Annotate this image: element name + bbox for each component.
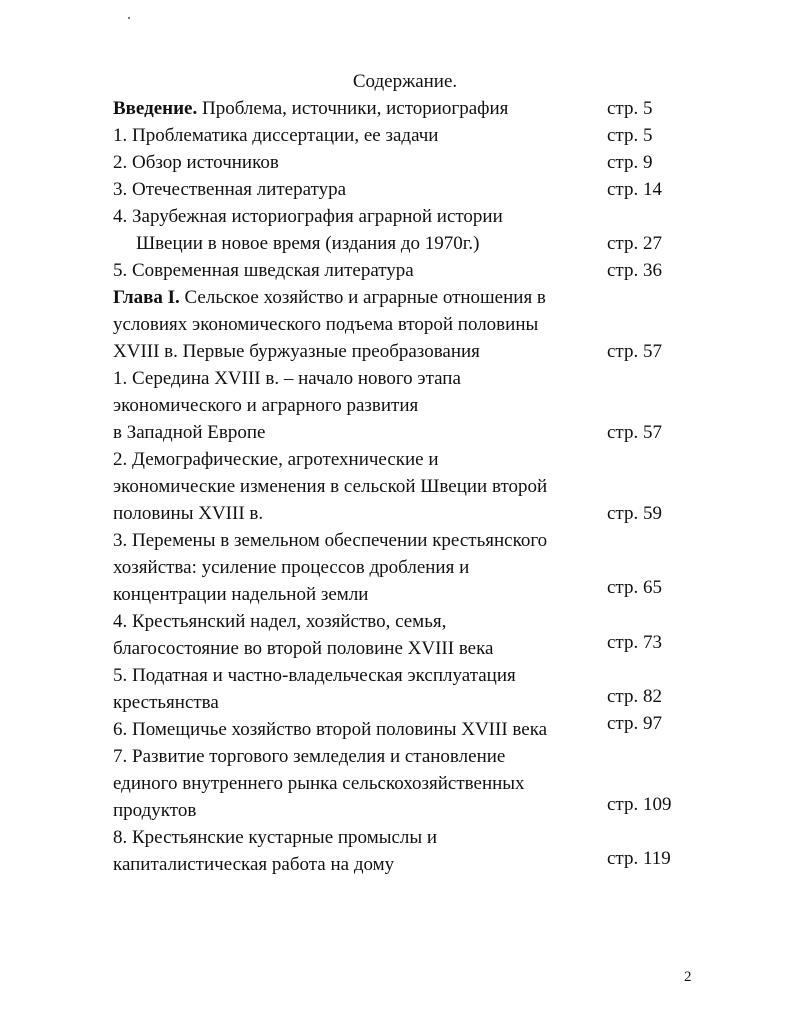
toc-ch1-4-page: стр. 73 bbox=[607, 632, 662, 653]
toc-ch1-3-page: стр. 65 bbox=[607, 577, 662, 598]
toc-item-5-page: стр. 36 bbox=[607, 260, 662, 281]
toc-intro-label: Введение. bbox=[113, 98, 198, 119]
toc-ch1-4-line1: 4. Крестьянский надел, хозяйство, семья, bbox=[113, 611, 447, 632]
toc-chapter-1-line3: XVIII в. Первые буржуазные преобразования bbox=[113, 341, 480, 362]
toc-ch1-4-line2: благосостояние во второй половине XVIII века bbox=[113, 638, 494, 659]
toc-item-4-line2: Швеции в новое время (издания до 1970г.) bbox=[136, 233, 480, 254]
toc-item-2: 2. Обзор источников bbox=[113, 152, 279, 173]
toc-ch1-8-line1: 8. Крестьянские кустарные промыслы и bbox=[113, 827, 438, 848]
toc-item-3-page: стр. 14 bbox=[607, 179, 662, 200]
toc-ch1-2-line1: 2. Демографические, агротехнические и bbox=[113, 449, 439, 470]
toc-intro-text: Проблема, источники, историография bbox=[197, 98, 509, 119]
toc-ch1-6-page: стр. 97 bbox=[607, 713, 662, 734]
toc-ch1-1-line1: 1. Середина XVIII в. – начало нового этапа bbox=[113, 368, 461, 389]
toc-chapter-1-text: Сельское хозяйство и аграрные отношения в bbox=[179, 287, 546, 308]
toc-chapter-1-line1 bbox=[113, 284, 546, 311]
toc-item-1-page: стр. 5 bbox=[607, 125, 653, 146]
toc-ch1-3-line3: концентрации надельной земли bbox=[113, 584, 369, 605]
toc-ch1-7-line2: единого внутреннего рынка сельскохозяйственных bbox=[113, 773, 525, 794]
toc-chapter-1-line2: условиях экономического подъема второй половины bbox=[113, 314, 539, 335]
page-number: 2 bbox=[684, 969, 692, 985]
toc-ch1-2-page: стр. 59 bbox=[607, 503, 662, 524]
toc-ch1-7-line1: 7. Развитие торгового земледелия и становление bbox=[113, 746, 506, 767]
toc-chapter-1-page: стр. 57 bbox=[607, 341, 662, 362]
toc-item-1: 1. Проблематика диссертации, ее задачи bbox=[113, 125, 439, 146]
toc-ch1-1-page: стр. 57 bbox=[607, 422, 662, 443]
toc-intro-page: стр. 5 bbox=[607, 98, 653, 119]
scan-speck bbox=[128, 17, 130, 19]
toc-ch1-8-page: стр. 119 bbox=[607, 848, 671, 869]
toc-item-4-page: стр. 27 bbox=[607, 233, 662, 254]
toc-ch1-3-line2: хозяйства: усиление процессов дробления и bbox=[113, 557, 470, 578]
toc-ch1-2-line3: половины XVIII в. bbox=[113, 503, 264, 524]
toc-ch1-7-page: стр. 109 bbox=[607, 794, 672, 815]
toc-ch1-2-line2: экономические изменения в сельской Швеции второй bbox=[113, 476, 548, 497]
toc-ch1-1-line2: экономического и аграрного развития bbox=[113, 395, 419, 416]
toc-intro bbox=[113, 95, 508, 122]
toc-ch1-5-line2: крестьянства bbox=[113, 692, 219, 713]
toc-chapter-1-label: Глава I. bbox=[113, 287, 180, 308]
toc-ch1-6: 6. Помещичье хозяйство второй половины XVIII века bbox=[113, 719, 548, 740]
toc-ch1-1-line3: в Западной Европе bbox=[113, 422, 266, 443]
toc-ch1-8-line2: капиталистическая работа на дому bbox=[113, 854, 395, 875]
toc-item-3: 3. Отечественная литература bbox=[113, 179, 347, 200]
page-title: Содержание. bbox=[352, 71, 458, 92]
toc-ch1-3-line1: 3. Перемены в земельном обеспечении крестьянского bbox=[113, 530, 548, 551]
toc-item-4-line1: 4. Зарубежная историография аграрной истории bbox=[113, 206, 503, 227]
toc-ch1-5-page: стр. 82 bbox=[607, 686, 662, 707]
toc-ch1-5-line1: 5. Податная и частно-владельческая эксплуатация bbox=[113, 665, 516, 686]
toc-ch1-7-line3: продуктов bbox=[113, 800, 197, 821]
toc-item-2-page: стр. 9 bbox=[607, 152, 653, 173]
toc-item-5: 5. Современная шведская литература bbox=[113, 260, 414, 281]
